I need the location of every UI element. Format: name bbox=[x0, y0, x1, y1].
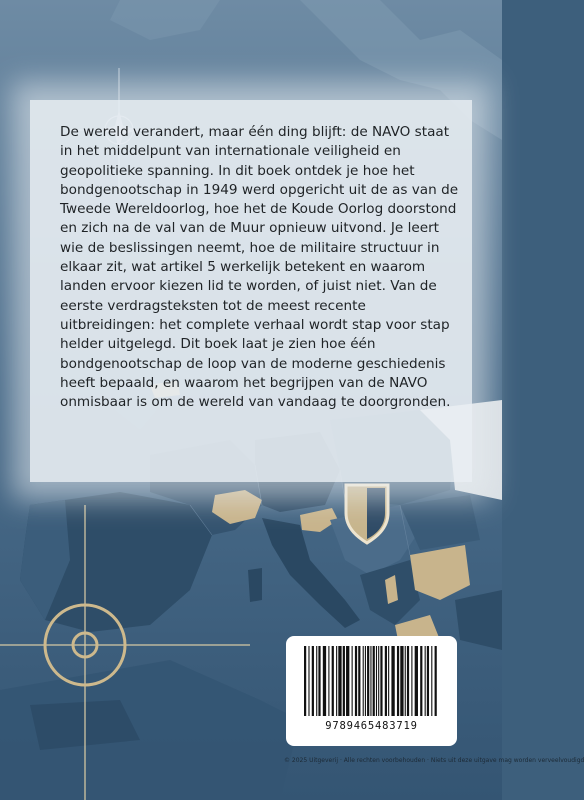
barcode-bar bbox=[388, 646, 389, 716]
barcode-bar bbox=[373, 646, 375, 716]
barcode-bar bbox=[308, 646, 309, 716]
barcode-bar bbox=[391, 646, 394, 716]
barcode-bar bbox=[355, 646, 357, 716]
barcode-bar bbox=[376, 646, 377, 716]
barcode-bar bbox=[318, 646, 320, 716]
barcode-bar bbox=[407, 646, 409, 716]
barcode-bar bbox=[312, 646, 314, 716]
barcode-bar bbox=[385, 646, 387, 716]
barcode-bar bbox=[370, 646, 371, 716]
barcode-bar bbox=[397, 646, 399, 716]
barcode-bar bbox=[332, 646, 334, 716]
barcode-bar bbox=[363, 646, 364, 716]
barcode-bar bbox=[420, 646, 422, 716]
barcode-bar bbox=[365, 646, 366, 716]
barcode-bars bbox=[304, 646, 439, 716]
barcode-bar bbox=[427, 646, 429, 716]
barcode-bar bbox=[336, 646, 337, 716]
barcode-bar bbox=[346, 646, 349, 716]
barcode-bar bbox=[400, 646, 403, 716]
barcode-bar bbox=[316, 646, 317, 716]
barcode-bar bbox=[378, 646, 379, 716]
back-cover-blurb: De wereld verandert, maar één ding blijft: de NAVO staat in het middelpunt van internationale veiligheid en geopolitieke spanning. In dit boek ontdek je hoe het bondgenootschap in 1949 werd opgericht uit de as van de Tweede Wereldoorlog, hoe het de Koude Oorlog doorstond en zich na de val van de Muur opnieuw uitvond. Je leert wie de beslissingen neemt, hoe de militaire structuur in elkaar zit, wat artikel 5 werkelijk betekent en waarom landen ervoor kiezen lid te worden, of juist niet. Van de eerste verdragsteksten tot de meest recente uitbreidingen: het complete verhaal wordt stap voor stap helder uitgelegd. Dit boek laat je zien hoe één bondgenootschap de loop van de moderne geschiedenis heeft bepaald, en waarom het begrijpen van de NAVO onmisbaar is om de wereld van vandaag te doorgronden. bbox=[60, 124, 459, 411]
barcode-bar bbox=[415, 646, 418, 716]
barcode-bar bbox=[380, 646, 382, 716]
barcode-bar bbox=[367, 646, 369, 716]
barcode-bar bbox=[352, 646, 353, 716]
barcode-bar bbox=[358, 646, 360, 716]
barcode-bar bbox=[411, 646, 412, 716]
barcode-bar bbox=[328, 646, 329, 716]
copyright-notice: © 2025 Uitgeverij · Alle rechten voorbehouden · Niets uit deze uitgave mag worden verveelvoudigd bbox=[284, 757, 584, 764]
isbn-number: 9789465483719 bbox=[325, 720, 418, 732]
barcode-bar bbox=[405, 646, 406, 716]
barcode-bar bbox=[431, 646, 432, 716]
barcode-bar bbox=[425, 646, 426, 716]
barcode-bar bbox=[338, 646, 341, 716]
barcode-bar bbox=[343, 646, 345, 716]
barcode-bar bbox=[323, 646, 326, 716]
barcode-bar bbox=[435, 646, 437, 716]
barcode-bar bbox=[304, 646, 306, 716]
isbn-barcode bbox=[286, 636, 457, 746]
